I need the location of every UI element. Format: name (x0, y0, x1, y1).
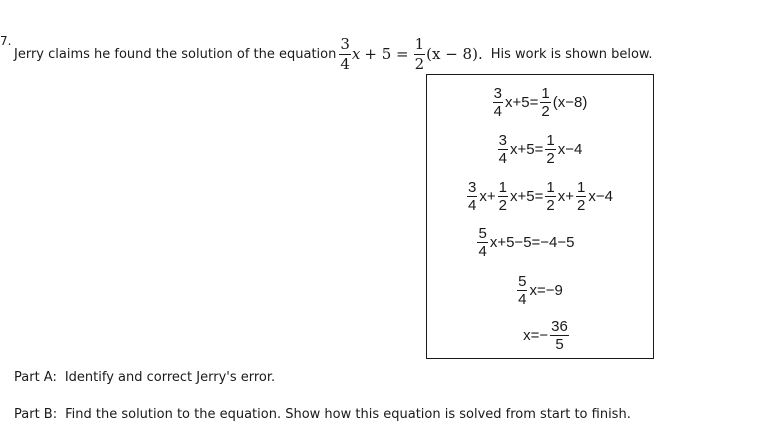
part-b-text: Find the solution to the equation. Show how this equation is solved from start to finish. (65, 407, 631, 422)
fraction: $\frac{1}{2}$ (546, 178, 555, 214)
question-number: 7. (0, 34, 12, 48)
part-a (14, 370, 275, 385)
variable: x (351, 45, 361, 63)
equation-tail: (x − 8). (426, 45, 483, 63)
work-box (426, 74, 654, 359)
fraction: $\frac{1}{2}$ (576, 178, 586, 214)
fraction: $\frac{1}{2}$ (414, 34, 425, 73)
work-line-4: $\frac{5}{4}$ x+5−5=−4−5 (478, 224, 575, 260)
fraction: $\frac{3}{4}$ (468, 178, 477, 214)
work-line-5: $\frac{5}{4}$ x=−9 (518, 272, 563, 308)
fraction: $\frac{36}{5}$ (551, 317, 568, 353)
work-line-2: $\frac{3}{4}$ x+5= $\frac{1}{2}$ x−4 (498, 131, 583, 167)
fraction: $\frac{3}{4}$ (498, 131, 507, 167)
fraction: $\frac{3}{4}$ (340, 34, 350, 73)
prompt-intro: Jerry claims he found the solution of the equation (14, 46, 337, 62)
fraction: $\frac{5}{4}$ (518, 272, 527, 308)
part-b (14, 407, 631, 422)
part-a-label: Part A: (14, 370, 57, 385)
part-a-text: Identify and correct Jerry's error. (64, 370, 276, 385)
work-line-6: x=− $\frac{36}{5}$ (523, 317, 568, 353)
fraction: $\frac{1}{2}$ (498, 178, 507, 214)
fraction: $\frac{5}{4}$ (478, 224, 487, 260)
equation-mid: + 5 = (364, 45, 409, 63)
prompt-equation (338, 34, 483, 73)
work-line-1: $\frac{3}{4}$ x+5= $\frac{1}{2}$ (x−8) (493, 84, 588, 120)
prompt-outro: His work is shown below. (490, 46, 653, 62)
part-b-label: Part B: (14, 407, 58, 422)
fraction: $\frac{1}{2}$ (546, 131, 555, 167)
question-prompt (14, 34, 653, 74)
work-line-3: $\frac{3}{4}$ x+ $\frac{1}{2}$ x+5= $\frac{1}{2}$ x+ $\frac{1}{2}$ x−4 (468, 178, 613, 214)
